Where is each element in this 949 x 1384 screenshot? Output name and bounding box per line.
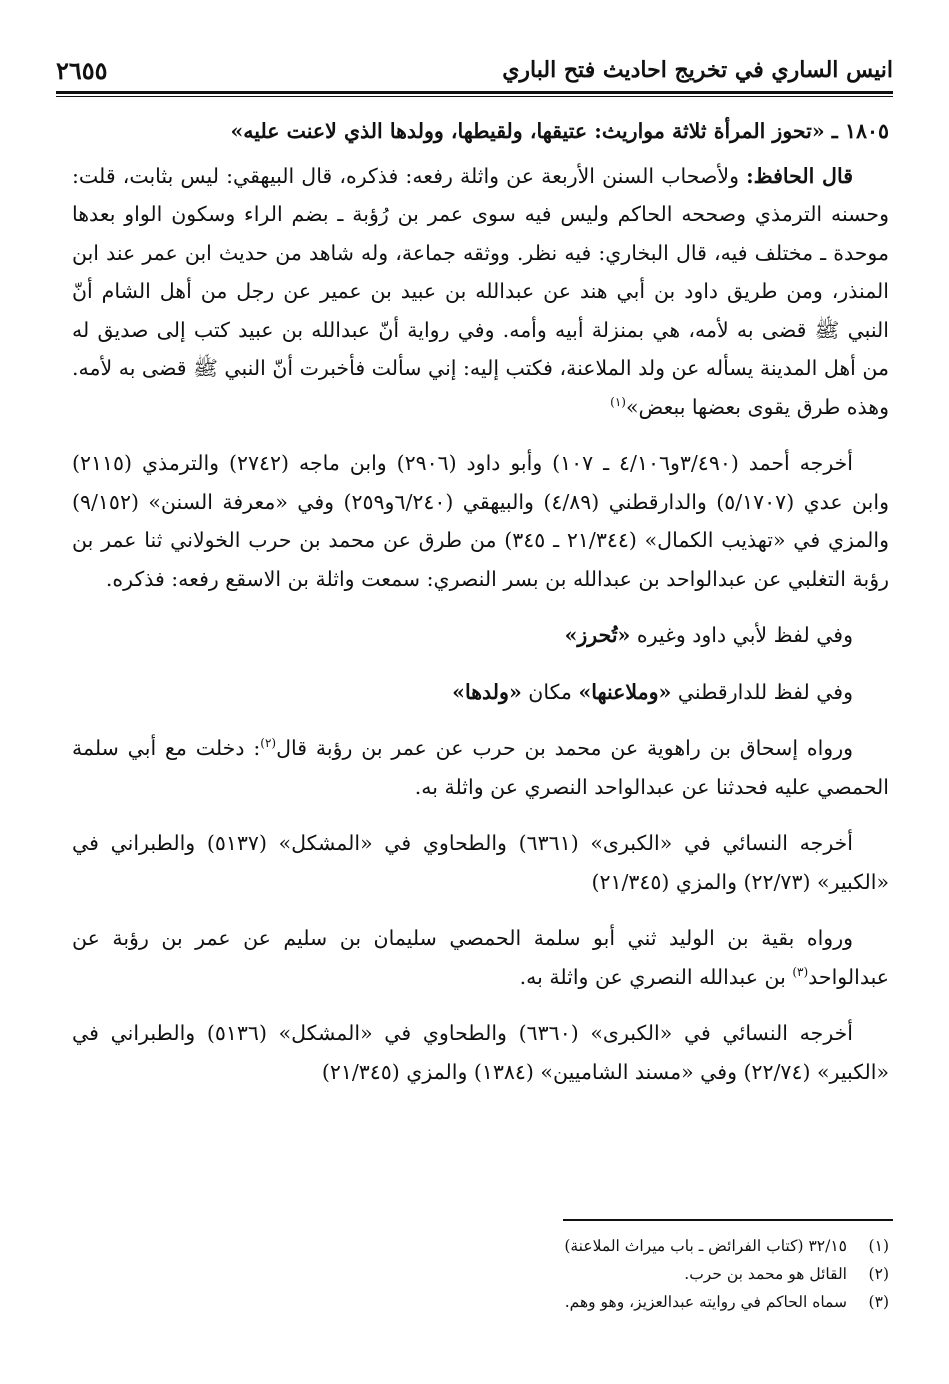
- daraqutni-pre: وفي لفظ للدارقطني: [677, 679, 853, 704]
- abudawud-pre: وفي لفظ لأبي داود وغيره: [636, 623, 853, 647]
- hafiz-label: قال الحافظ:: [746, 163, 853, 188]
- abudawud-word: «تُحرز»: [564, 623, 631, 647]
- footnote-number: (١): [868, 1237, 889, 1255]
- page-header: [56, 52, 893, 88]
- footnote-ref-2: (٢): [260, 736, 277, 751]
- main-text: [72, 112, 889, 1091]
- hafiz-text: ولأصحاب السنن الأربعة عن واثلة رفعه: فذكره، قال البيهقي: ليس بثابت، قلت: وحسنه الترمذي وصححه الحاكم وليس فيه سوى عمر بن رُؤبة ـ بضم الراء وسكون الواو بعدها موحدة ـ مختلف فيه، قال البخاري: فيه نظر. ووثقه جماعة، وله شاهد من حديث ابن عمر عند ابن المنذر، ومن طريق داود بن أبي هند عن عبدالله بن عبيد بن عمير عن رجل من أهل الشام أنّ النبي ﷺ قضى به لأمه، هي بمنزلة أبيه وأمه. وفي رواية أنّ عبدالله بن عبيد كتب إلى صديق له من أهل المدينة يسأله عن ولد الملاعنة، فكتب إليه: إني سألت فأخبرت أنّ النبي ﷺ قضى به لأمه. وهذه طرق يقوى بعضها ببعض»: [72, 163, 889, 419]
- footnote-item: [72, 1260, 889, 1288]
- footnote-number: (٢): [868, 1265, 889, 1283]
- daraqutni-word-2: «ولدها»: [452, 679, 522, 704]
- baqiyya-text-a: ورواه بقية بن الوليد ثني أبو سلمة الحمصي سليمان بن سليم عن عمر بن رؤبة عن عبدالواحد: [72, 926, 889, 989]
- ishaq-text-b: : دخلت مع أبي سلمة الحمصي عليه فحدثنا عن عبدالواحد النصري عن واثلة به.: [72, 736, 889, 799]
- footnote-item: [72, 1232, 889, 1260]
- daraqutni-mid: مكان: [528, 679, 572, 704]
- footnotes: [72, 1232, 889, 1316]
- book-title: انيس الساري في تخريج احاديث فتح الباري: [502, 57, 893, 83]
- daraqutni-word-1: «وملاعنها»: [578, 679, 672, 704]
- footnote-separator: [563, 1219, 893, 1221]
- daraqutni-wording: [72, 673, 889, 712]
- hafiz-paragraph: [72, 157, 889, 427]
- header-rule-thick: [56, 91, 893, 94]
- footnote-text: سماه الحاكم في روايته عبدالعزيز، وهو وهم.: [564, 1293, 847, 1311]
- baqiyya-paragraph: [72, 919, 889, 996]
- ishaq-text-a: ورواه إسحاق بن راهوية عن محمد بن حرب عن عمر بن رؤبة قال: [276, 736, 854, 760]
- takhrij-paragraph-2: أخرجه النسائي في «الكبرى» (٦٣٦١) والطحاوي في «المشكل» (٥١٣٧) والطبراني في «الكبير» (٢٢/٧٣) والمزي (٢١/٣٤٥): [72, 831, 889, 894]
- header-rule-thin: [56, 96, 893, 97]
- footnote-item: [72, 1288, 889, 1316]
- ishaq-paragraph: [72, 729, 889, 806]
- takhrij-paragraph-3: أخرجه النسائي في «الكبرى» (٦٣٦٠) والطحاوي في «المشكل» (٥١٣٦) والطبراني في «الكبير» (٢٢/٧٤) وفي «مسند الشاميين» (١٣٨٤) والمزي (٢١/٣٤٥): [72, 1021, 889, 1084]
- footnote-text: ٣٢/١٥ (كتاب الفرائض ـ باب ميراث الملاعنة): [564, 1237, 847, 1255]
- abudawud-wording: [72, 616, 889, 655]
- baqiyya-text-b: بن عبدالله النصري عن واثلة به.: [519, 964, 793, 989]
- footnote-number: (٣): [868, 1293, 889, 1311]
- footnote-ref-1: (١): [610, 394, 626, 409]
- page-number: ٢٦٥٥: [56, 55, 108, 85]
- footnote-ref-3: (٣): [792, 964, 809, 979]
- takhrij-paragraph-1: أخرجه أحمد (٣/٤٩٠و٤/١٠٦ ـ ١٠٧) وأبو داود (٢٩٠٦) وابن ماجه (٢٧٤٢) والترمذي (٢١١٥) وابن عدي (٥/١٧٠٧) والدارقطني (٤/٨٩) والبيهقي (٦/٢٤٠و٢٥٩) وفي «معرفة السنن» (٩/١٥٢) والمزي في «تهذيب الكمال» (٢١/٣٤٤ ـ ٣٤٥) من طرق عن محمد بن حرب الخولاني ثنا عمر بن رؤبة التغلبي عن عبدالواحد بن عبدالله بن بسر النصري: سمعت واثلة بن الاسقع رفعه: فذكره.: [72, 451, 889, 591]
- footnote-text: القائل هو محمد بن حرب.: [684, 1265, 847, 1283]
- hadith-heading: ١٨٠٥ ـ «تحوز المرأة ثلاثة مواريث: عتيقها، ولقيطها، وولدها الذي لاعنت عليه»: [230, 119, 889, 143]
